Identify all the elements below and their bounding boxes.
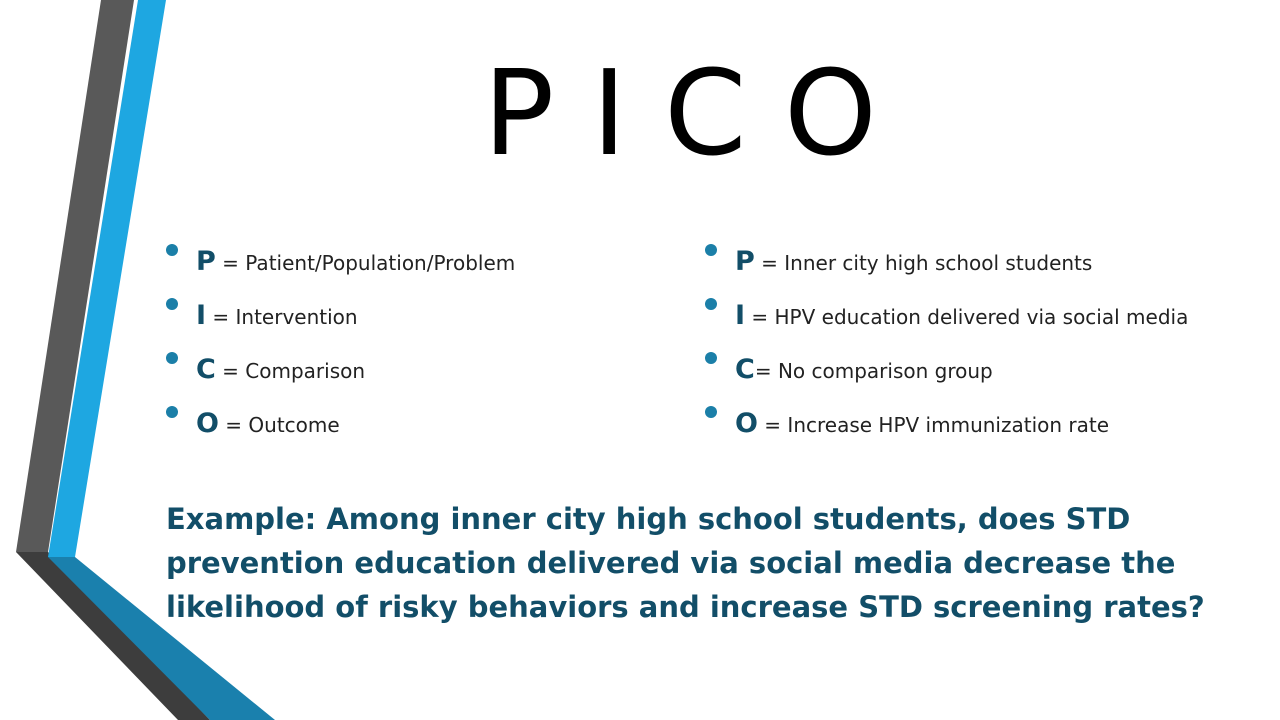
item-text [196,300,358,331]
item-description: = HPV education delivered via social media [745,304,1189,329]
pico-letter: C [735,353,755,385]
list-item-c [166,342,515,396]
item-text [196,408,340,439]
list-item-o [705,396,1188,450]
bullet-icon [705,406,717,418]
item-text [196,354,365,385]
item-description: = Intervention [206,304,358,329]
list-item-o [166,396,515,450]
example-question [166,497,1205,629]
item-description: = Patient/Population/Problem [215,250,516,275]
item-text [735,408,1109,439]
item-description: = Outcome [218,412,340,437]
pico-letter: P [196,245,216,277]
pico-letter: P [735,245,755,277]
pico-letter: I [735,299,746,331]
example-line: Example: Among inner city high school students, does STD [166,502,1131,536]
bullet-icon [166,406,178,418]
pico-letter: O [196,407,219,439]
bullet-icon [166,298,178,310]
list-item-i [166,288,515,342]
pico-letter: I [196,299,207,331]
item-text [735,300,1188,331]
bullet-icon [705,244,717,256]
item-description: = Inner city high school students [754,250,1093,275]
list-item-p [705,234,1188,288]
pico-letter: C [196,353,216,385]
slide-title: P I C O [483,44,877,182]
item-description: = No comparison group [754,358,993,383]
pico-letter: O [735,407,758,439]
bullet-icon [166,352,178,364]
example-line: likelihood of risky behaviors and increase STD screening rates? [166,590,1205,624]
pico-example-list [705,234,1188,450]
example-line: prevention education delivered via social media decrease the [166,546,1176,580]
item-description: = Comparison [215,358,366,383]
list-item-p [166,234,515,288]
item-description: = Increase HPV immunization rate [757,412,1110,437]
item-text [735,354,993,385]
bullet-icon [705,298,717,310]
bullet-icon [166,244,178,256]
item-text [196,246,515,277]
list-item-i [705,288,1188,342]
bullet-icon [705,352,717,364]
item-text [735,246,1092,277]
list-item-c [705,342,1188,396]
pico-definitions-list [166,234,515,450]
